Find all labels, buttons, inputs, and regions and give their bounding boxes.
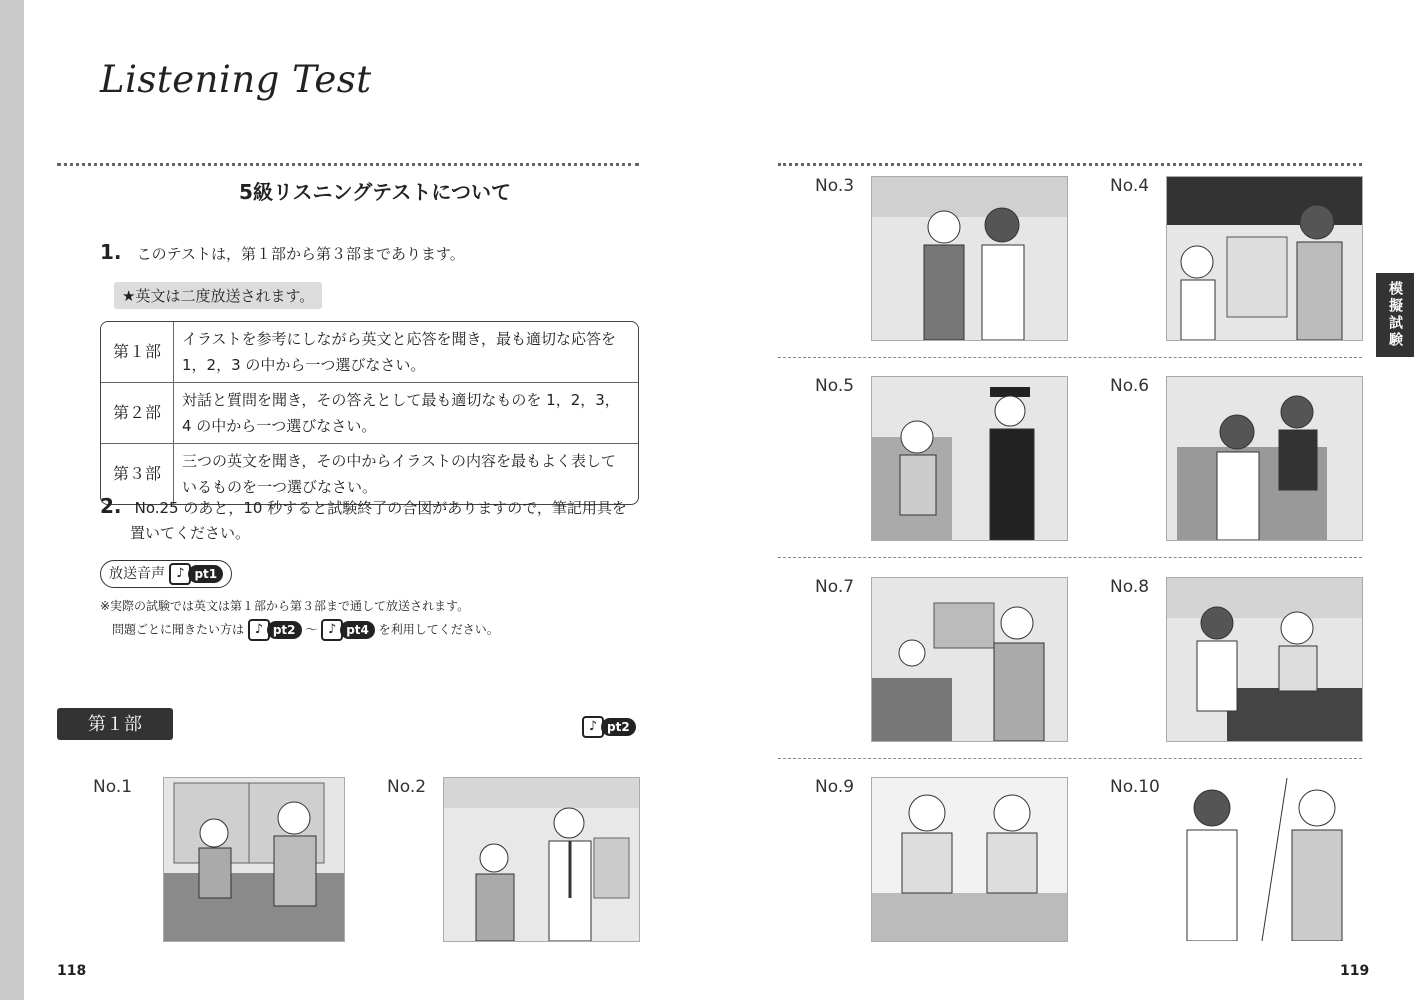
illustration-no6 — [1166, 376, 1363, 541]
illustration-no2 — [443, 777, 640, 942]
description-line: 三つの英文を聞き，その中からイラストの内容を最もよく表して — [182, 452, 616, 470]
track-pt2-button[interactable]: pt2 — [267, 621, 302, 639]
illustration-no8 — [1166, 577, 1363, 742]
illustration-no7 — [871, 577, 1068, 742]
track-pt4-button[interactable]: pt4 — [340, 621, 375, 639]
item-number: 2. — [100, 494, 122, 518]
page-gutter — [0, 0, 24, 1000]
page-title: Listening Test — [100, 58, 372, 101]
item-2 — [100, 494, 640, 518]
audio-note-2 — [112, 619, 499, 641]
item-text: このテストは，第１部から第３部まであります。 — [136, 245, 465, 263]
dashed-divider — [778, 357, 1362, 358]
music-note-icon[interactable]: ♪ — [248, 619, 270, 641]
part-label: 第２部 — [101, 383, 174, 444]
question-label: No.3 — [815, 176, 855, 196]
track-pt2-button[interactable]: pt2 — [601, 718, 636, 736]
track-pt1-button[interactable]: pt1 — [188, 565, 223, 583]
table-row — [101, 383, 638, 444]
section-heading: 5級リスニングテストについて — [239, 180, 511, 204]
illustration-no9 — [871, 777, 1068, 942]
part1-header: 第１部 — [57, 708, 173, 740]
dotted-divider — [778, 163, 1362, 166]
music-note-icon[interactable]: ♪ — [582, 716, 604, 738]
music-note-icon[interactable]: ♪ — [169, 563, 191, 585]
question-label: No.5 — [815, 376, 855, 396]
question-label: No.6 — [1110, 376, 1150, 396]
item-text-continued: 置いてください。 — [130, 524, 251, 542]
tilde: ～ — [305, 622, 318, 637]
parts-table — [100, 321, 639, 505]
question-label: No.2 — [387, 777, 427, 797]
broadcast-note: ★英文は二度放送されます。 — [114, 282, 322, 309]
part1-audio — [582, 716, 636, 738]
table-row — [101, 322, 638, 383]
description-line: いるものを一つ選びなさい。 — [182, 478, 378, 496]
question-label: No.10 — [1110, 777, 1160, 797]
description-line: 対話と質問を聞き，その答えとして最も適切なものを 1，2，3， — [182, 391, 620, 409]
audio-label: 放送音声 — [109, 566, 165, 582]
page-number-left: 118 — [57, 963, 87, 979]
question-label: No.7 — [815, 577, 855, 597]
page-number-right: 119 — [1340, 963, 1370, 979]
illustration-no3 — [871, 176, 1068, 341]
audio-note-1: ※実際の試験では英文は第１部から第３部まで通して放送されます。 — [100, 599, 470, 613]
part-label: 第１部 — [101, 322, 174, 383]
item-1 — [100, 240, 465, 264]
audio-note-text: を利用してください。 — [378, 622, 499, 637]
illustration-no4 — [1166, 176, 1363, 341]
part-label: 第３部 — [101, 444, 174, 504]
item-number: 1. — [100, 240, 122, 264]
part-description — [174, 383, 638, 444]
question-label: No.9 — [815, 777, 855, 797]
question-label: No.1 — [93, 777, 133, 797]
description-line: イラストを参考にしながら英文と応答を聞き，最も適切な応答を — [182, 330, 616, 348]
question-label: No.4 — [1110, 176, 1150, 196]
item-text: No.25 のあと，10 秒すると試験終了の合図がありますので，筆記用具を — [134, 499, 627, 517]
dotted-divider — [57, 163, 639, 166]
music-note-icon[interactable]: ♪ — [321, 619, 343, 641]
dashed-divider — [778, 557, 1362, 558]
dashed-divider — [778, 758, 1362, 759]
illustration-no5 — [871, 376, 1068, 541]
description-line: 4 の中から一つ選びなさい。 — [182, 417, 377, 435]
illustration-no1 — [163, 777, 345, 942]
part-description — [174, 322, 638, 383]
description-line: 1，2，3 の中から一つ選びなさい。 — [182, 356, 426, 374]
side-tab: 模擬試験 — [1376, 273, 1414, 357]
question-label: No.8 — [1110, 577, 1150, 597]
audio-note-text: 問題ごとに聞きたい方は — [112, 622, 245, 637]
illustration-no10 — [1166, 777, 1363, 942]
audio-label-box — [100, 560, 232, 588]
